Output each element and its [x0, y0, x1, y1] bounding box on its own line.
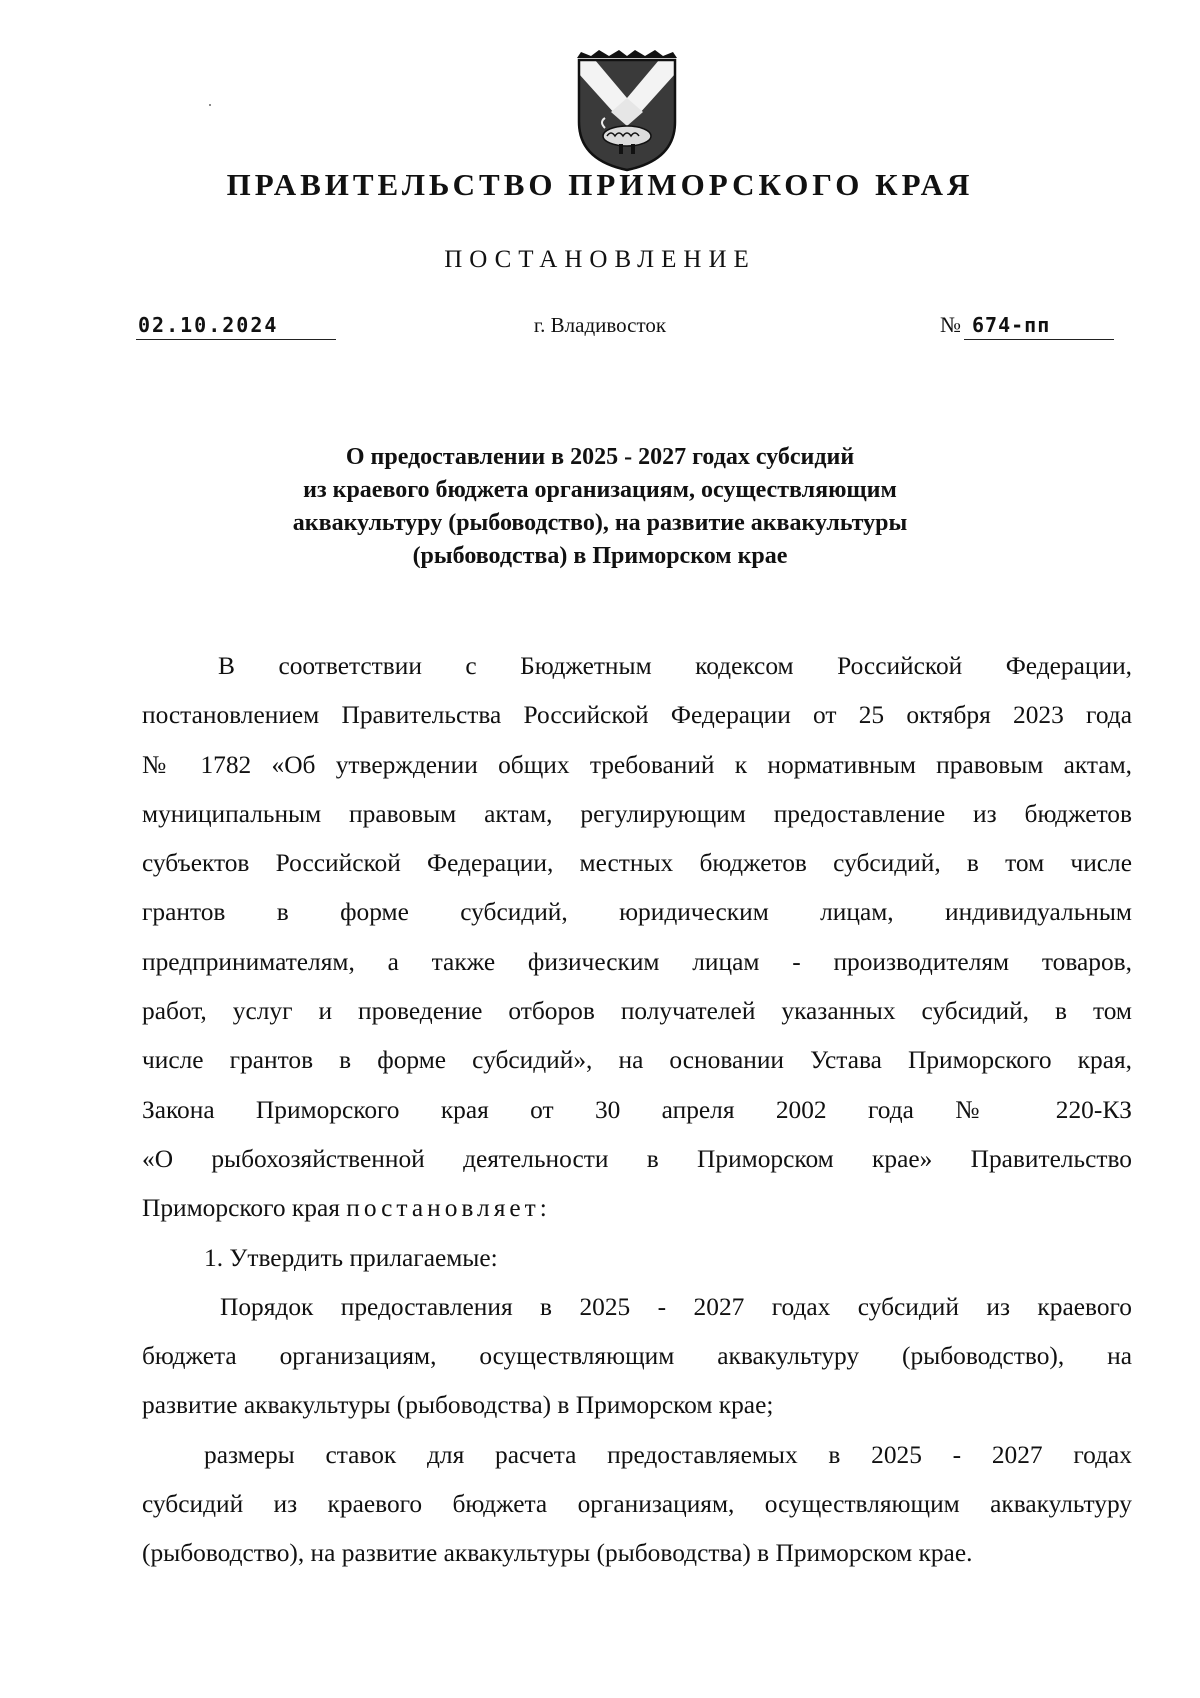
document-number: 674-пп — [972, 313, 1051, 337]
body-line: грантов в форме субсидий, юридическим лицам, индивидуальным — [142, 898, 1132, 927]
resolve-suffix: : — [539, 1194, 547, 1223]
body-line: В соответствии с Бюджетным кодексом Российской Федерации, — [218, 652, 1132, 680]
title-line: (рыбоводства) в Приморском крае — [412, 543, 788, 569]
item-1b-line: размеры ставок для расчета предоставляемых в 2025 - 2027 годах — [204, 1440, 1132, 1469]
title-line: из краевого бюджета организациям, осуществляющим — [303, 477, 897, 503]
resolve-word: постановляет — [346, 1194, 540, 1223]
title-line: аквакультуру (рыбоводство), на развитие аквакультуры — [292, 510, 908, 536]
government-name: ПРАВИТЕЛЬСТВО ПРИМОРСКОГО КРАЯ — [226, 167, 974, 202]
document-city: г. Владивосток — [533, 313, 667, 337]
body-line: субъектов Российской Федерации, местных бюджетов субсидий, в том числе — [142, 849, 1132, 878]
body-line: работ, услуг и проведение отборов получателей указанных субсидий, в том — [142, 997, 1132, 1026]
body-line: постановлением Правительства Российской Федерации от 25 октября 2023 года — [142, 701, 1132, 730]
document-title — [150, 441, 1050, 573]
item-1a-line: бюджета организациям, осуществляющим аквакультуру (рыбоводство), на — [142, 1342, 1132, 1371]
date-underline — [136, 339, 336, 340]
body-line: «О рыбохозяйственной деятельности в Приморском крае» Правительство — [142, 1144, 1132, 1173]
primorsky-krai-coat-of-arms-icon — [573, 48, 681, 172]
resolve-line — [142, 1184, 1132, 1233]
body-line: числе грантов в форме субсидий», на основании Устава Приморского края, — [142, 1046, 1132, 1075]
body-line: муниципальным правовым актам, регулирующим предоставление из бюджетов — [142, 799, 1132, 828]
title-line: О предоставлении в 2025 - 2027 годах субсидий — [345, 444, 855, 470]
number-underline — [964, 339, 1114, 340]
body-line: предпринимателям, а также физическим лицам - производителям товаров, — [142, 947, 1132, 976]
document-date: 02.10.2024 — [138, 313, 279, 337]
document-number-label: № — [940, 312, 961, 337]
item-1a-line: Порядок предоставления в 2025 - 2027 годах субсидий из краевого — [220, 1292, 1132, 1321]
body-line: № 1782 «Об утверждении общих требований к нормативным правовым актам, — [142, 750, 1132, 779]
item-1b-line: субсидий из краевого бюджета организациям, осуществляющим аквакультуру — [142, 1490, 1132, 1519]
body-line: Закона Приморского края от 30 апреля 2002 года № 220-КЗ — [142, 1095, 1132, 1124]
item-1a-line: развитие аквакультуры (рыбоводства) в Приморском крае; — [142, 1391, 774, 1420]
item-1b-line: (рыбоводство), на развитие аквакультуры (рыбоводства) в Приморском крае. — [142, 1539, 973, 1568]
item-1: 1. Утвердить прилагаемые: — [204, 1243, 498, 1272]
document-type: ПОСТАНОВЛЕНИЕ — [444, 246, 756, 273]
document-body — [142, 642, 1132, 1579]
scan-speck — [209, 104, 211, 106]
resolve-prefix: Приморского края — [142, 1194, 347, 1223]
